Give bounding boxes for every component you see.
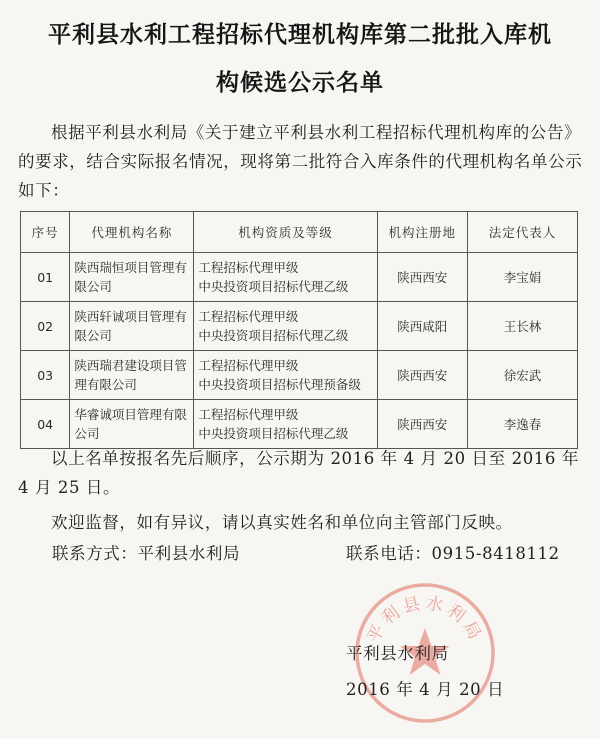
cell-no: 04 (21, 400, 70, 449)
cell-place: 陕西西安 (377, 351, 467, 400)
cell-no: 01 (21, 253, 70, 302)
cell-place: 陕西西安 (377, 400, 467, 449)
qualification-line-1: 工程招标代理甲级 (198, 358, 299, 373)
cell-no: 02 (21, 302, 70, 351)
header-no: 序号 (21, 212, 70, 253)
document-title-line-2: 构候选公示名单 (216, 69, 384, 96)
welcome-paragraph (18, 508, 584, 537)
cell-qualification (194, 400, 377, 449)
qualification-line-2: 中央投资项目招标代理乙级 (198, 279, 349, 294)
qualification-line-1: 工程招标代理甲级 (198, 309, 299, 324)
order-note: 以上名单按报名先后顺序，公示期为 2016 年 4 月 20 日至 2016 年 4 月 25 日。 (18, 449, 579, 497)
contact-method: 联系方式：平利县水利局 (52, 544, 241, 563)
intro-paragraph (18, 118, 584, 205)
signature-organization: 平利县水利局 (346, 644, 449, 663)
cell-representative: 李宝娟 (467, 253, 577, 302)
table-row (21, 400, 578, 449)
cell-name: 华睿诚项目管理有限公司 (70, 400, 194, 449)
qualification-line-1: 工程招标代理甲级 (198, 407, 299, 422)
header-qualification: 机构资质及等级 (194, 212, 377, 253)
qualification-line-2: 中央投资项目招标代理乙级 (198, 426, 349, 441)
qualification-line-2: 中央投资项目招标代理预备级 (198, 377, 361, 392)
cell-name: 陕西瑞君建设项目管理有限公司 (70, 351, 194, 400)
candidate-table (20, 211, 578, 449)
cell-qualification (194, 351, 377, 400)
order-paragraph (18, 444, 584, 502)
header-name: 代理机构名称 (70, 212, 194, 253)
document-title-line-1: 平利县水利工程招标代理机构库第二批批入库机 (48, 21, 552, 48)
cell-no: 03 (21, 351, 70, 400)
table-row (21, 253, 578, 302)
table-row (21, 351, 578, 400)
header-place: 机构注册地 (377, 212, 467, 253)
welcome-text: 欢迎监督，如有异议，请以真实姓名和单位向主管部门反映。 (51, 513, 513, 532)
cell-name: 陕西轩诚项目管理有限公司 (70, 302, 194, 351)
table-header-row (21, 212, 578, 253)
signature-date: 2016 年 4 月 20 日 (346, 680, 505, 699)
contact-phone: 联系电话：0915-8418112 (346, 544, 560, 563)
intro-text: 根据平利县水利局《关于建立平利县水利工程招标代理机构库的公告》的要求，结合实际报名情况，现将第二批符合入库条件的代理机构名单公示如下： (18, 123, 583, 200)
cell-place: 陕西西安 (377, 253, 467, 302)
cell-representative: 徐宏武 (467, 351, 577, 400)
qualification-line-2: 中央投资项目招标代理乙级 (198, 328, 349, 343)
seal-text: 平利县水利局 (363, 593, 487, 647)
table-row (21, 302, 578, 351)
cell-name: 陕西瑞恒项目管理有限公司 (70, 253, 194, 302)
cell-representative: 李逸春 (467, 400, 577, 449)
cell-representative: 王长林 (467, 302, 577, 351)
cell-qualification (194, 302, 377, 351)
cell-qualification (194, 253, 377, 302)
cell-place: 陕西咸阳 (377, 302, 467, 351)
header-representative: 法定代表人 (467, 212, 577, 253)
qualification-line-1: 工程招标代理甲级 (198, 260, 299, 275)
